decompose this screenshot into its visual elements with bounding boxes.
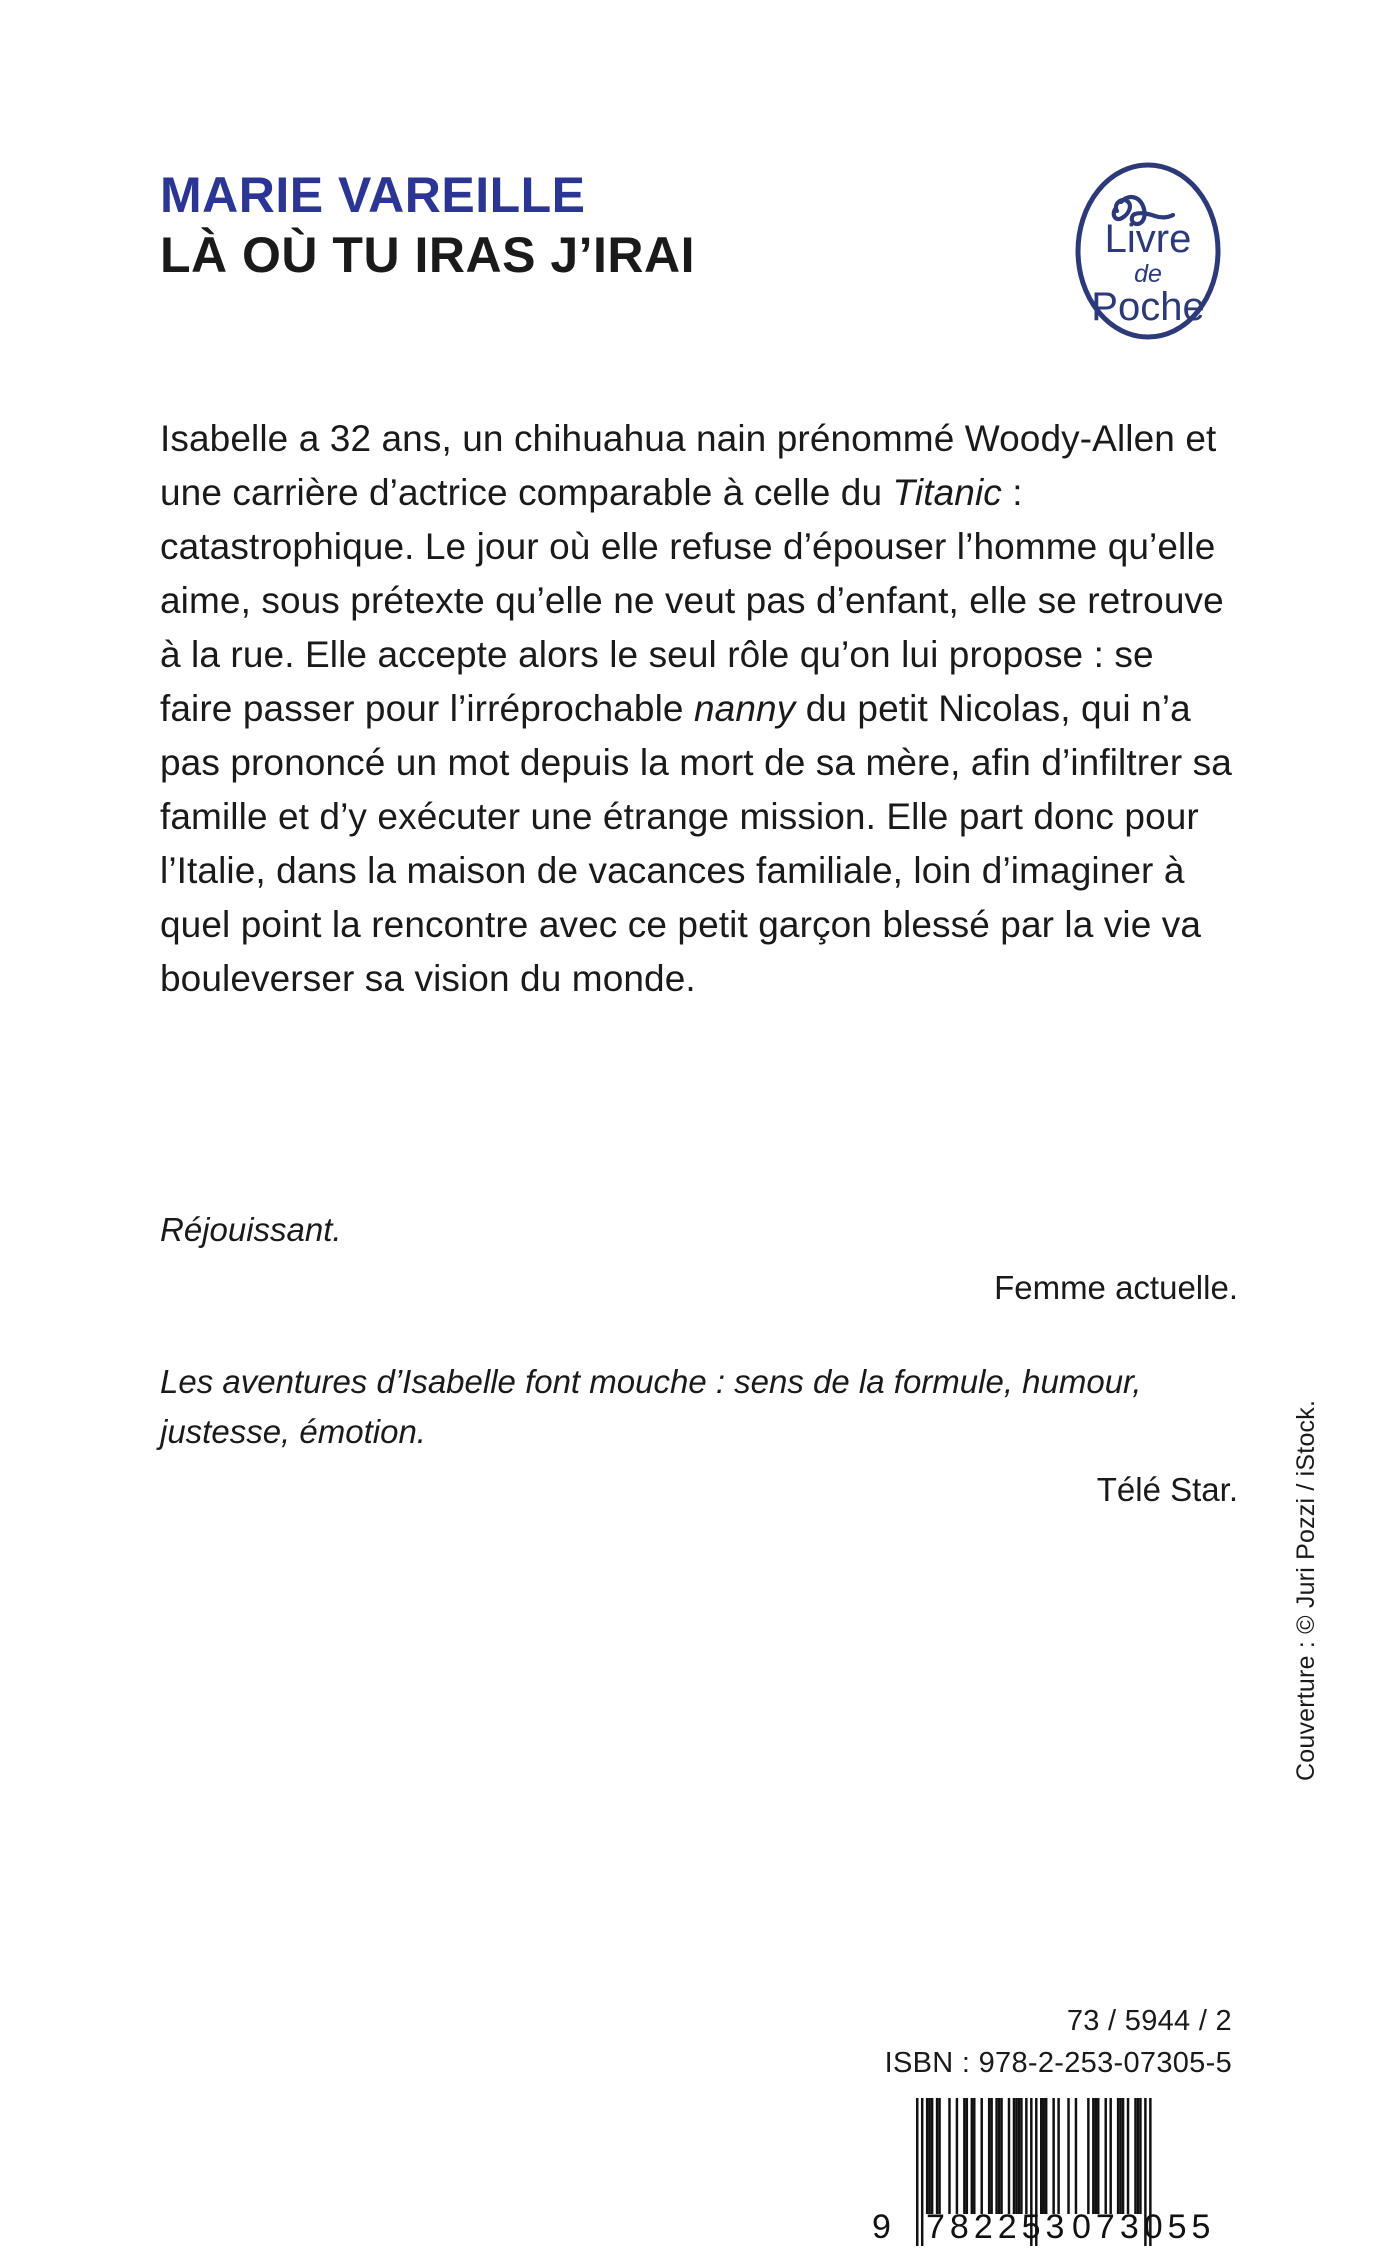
logo-line-poche: Poche xyxy=(1091,285,1205,329)
quote-source: Télé Star. xyxy=(1096,1471,1238,1508)
barcode-lead-digit: 9 xyxy=(872,2208,891,2246)
press-quotes xyxy=(160,1205,1238,1515)
blurb-italic-titanic: Titanic xyxy=(892,472,1002,513)
catalogue-number: 73 / 5944 / 2 xyxy=(1066,2005,1232,2037)
ean13-barcode xyxy=(864,2096,1236,2248)
blurb-part-2: : catastrophique. Le jour où elle refuse d’épouser l’homme qu’elle aime, sous prétexte qu’elle ne veut pas d’enfant, elle se retrouve à la rue. Elle accepte alors le seul rôle qu’on lui propose : se faire passer pour l’irréprochable xyxy=(160,472,1224,729)
blurb-italic-nanny: nanny xyxy=(694,688,796,729)
author-name: MARIE VAREILLE xyxy=(160,167,586,223)
identifiers xyxy=(885,2000,1232,2084)
publisher-logo xyxy=(1073,158,1223,344)
cover-header xyxy=(160,168,1040,282)
logo-line-livre: Livre xyxy=(1104,217,1192,261)
isbn-number: ISBN : 978-2-253-07305-5 xyxy=(884,2047,1232,2079)
page-title: LÀ OÙ TU IRAS J’IRAI xyxy=(160,227,696,283)
blurb-part-3: du petit Nicolas, qui n’a pas prononcé un mot depuis la mort de sa mère, afin d’infiltrer sa famille et d’y exécuter une étrange mission. Elle part donc pour l’Italie, dans la maison de vacances familiale, loin d’imaginer à quel point la rencontre avec ce petit garçon blessé par la vie va bouleverser sa vision du monde. xyxy=(160,688,1232,999)
quote-text: Les aventures d’Isabelle font mouche : sens de la formule, humour, justesse, émotion. xyxy=(160,1363,1142,1450)
press-quote xyxy=(160,1205,1238,1313)
barcode-left-group: 782253 xyxy=(926,2208,1070,2246)
barcode-right-group: 073055 xyxy=(1072,2208,1216,2246)
logo-line-de: de xyxy=(1134,260,1162,288)
quote-text: Réjouissant. xyxy=(160,1211,342,1248)
cover-credit: Couverture : © Juri Pozzi / iStock. xyxy=(1292,1399,1320,1781)
blurb-text xyxy=(160,412,1235,1006)
quote-source: Femme actuelle. xyxy=(994,1269,1238,1306)
blurb-part-1: Isabelle a 32 ans, un chihuahua nain prénommé Woody-Allen et une carrière d’actrice comparable à celle du xyxy=(160,418,1217,513)
press-quote xyxy=(160,1357,1238,1515)
